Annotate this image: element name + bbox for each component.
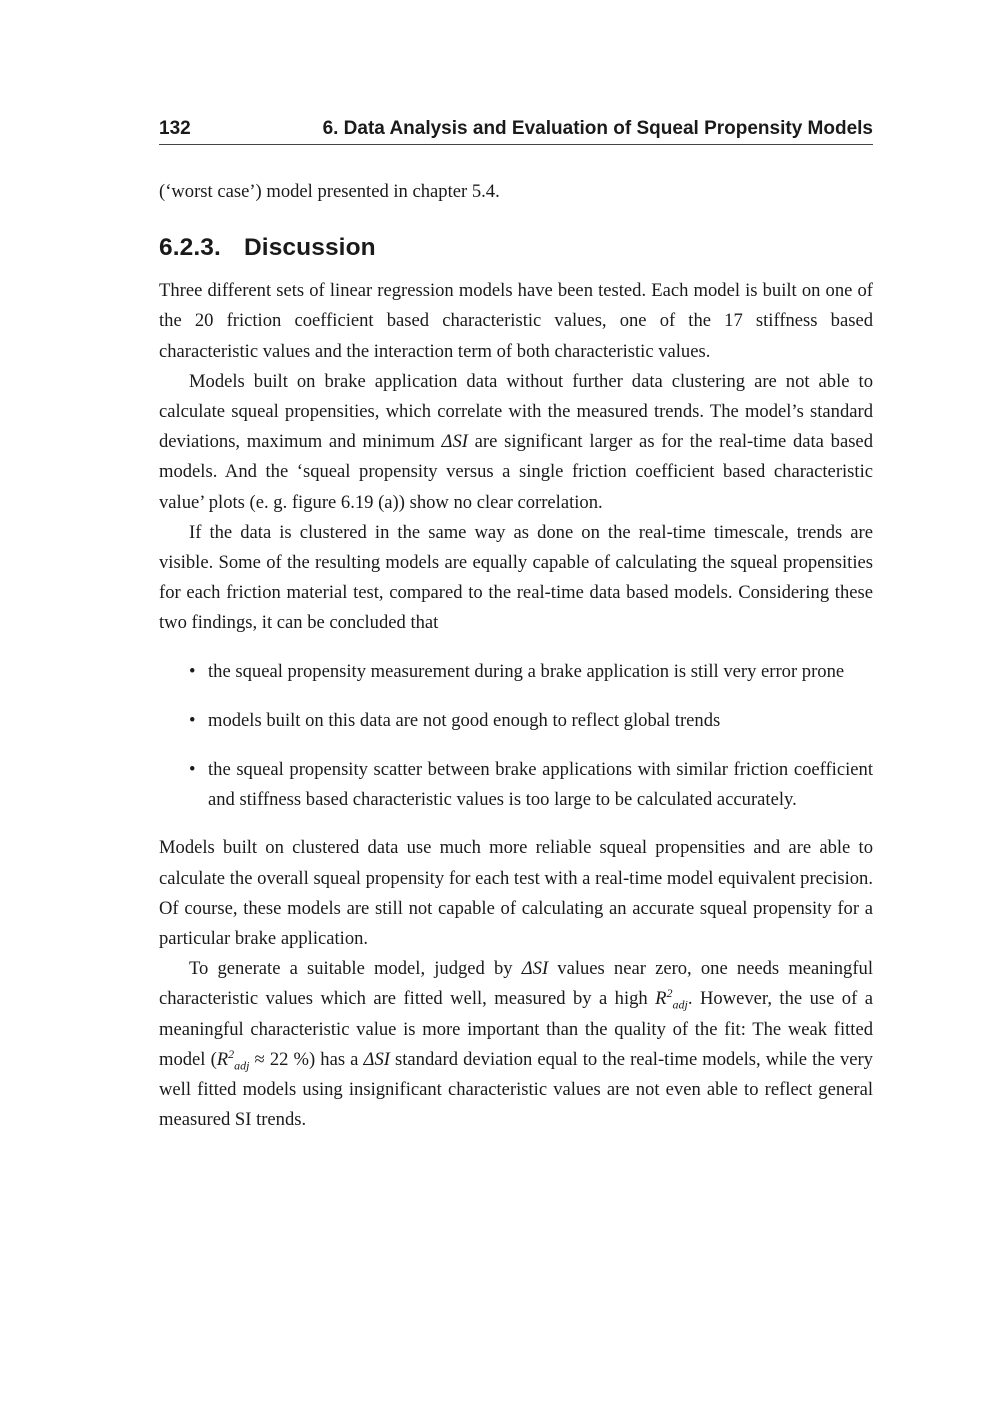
list-item — [159, 755, 873, 815]
list-item-text: the squeal propensity measurement during a brake application is still very error prone — [208, 660, 845, 682]
r-symbol: R — [216, 1048, 229, 1070]
paragraph-5-part-d: ≈ 22 %) has a — [249, 1048, 364, 1070]
paragraph-5 — [159, 954, 873, 1135]
section-title: Discussion — [244, 234, 376, 262]
delta-si-symbol: ΔSI — [521, 958, 549, 980]
section-heading — [159, 234, 873, 262]
r-adj-squared-symbol — [216, 1046, 250, 1073]
section-number: 6.2.3. — [159, 234, 221, 262]
chapter-title: 6. Data Analysis and Evaluation of Squeal Propensity Models — [322, 118, 873, 139]
list-item-text: models built on this data are not good enough to reflect global trends — [208, 709, 721, 731]
r-superscript: 2 — [228, 1046, 235, 1061]
page-number: 132 — [159, 118, 191, 139]
paragraph-2-part-b: are significant larger as for the real-time data based models. And the ‘squeal propensity versus a single friction coefficient based characteristic value’ plots (e. g. figure 6.19 (a)) show no clear correlation. — [159, 431, 873, 513]
list-item-text: the squeal propensity scatter between brake applications with similar friction coefficient and stiffness based characteristic values is too large to be calculated accurately. — [208, 759, 873, 811]
paragraph-1: Three different sets of linear regression models have been tested. Each model is built on one of the 20 friction coefficient based characteristic values, one of the 17 stiffness based characteristic values and the interaction term of both characteristic values. — [159, 280, 873, 362]
r-superscript: 2 — [666, 986, 673, 1001]
list-item — [159, 657, 873, 687]
document-page — [159, 118, 873, 1135]
paragraph-2-part-a: Models built on brake application data without further data clustering are not able to calculate squeal propensities, which correlate with the measured trends. The model’s standard deviations, maximum and minimum — [159, 370, 873, 453]
running-header — [159, 118, 873, 145]
r-subscript: adj — [234, 1058, 250, 1073]
paragraph-5-part-b: values near zero, one needs meaningful characteristic values which are fitted well, measured by a high — [159, 958, 873, 1010]
bullet-marker: • — [189, 759, 196, 781]
paragraph-5-part-e: standard deviation equal to the real-time models, while the very well fitted models using insignificant characteristic values are not even able to reflect general measured SI trends. — [159, 1048, 873, 1131]
bullet-marker: • — [189, 660, 196, 682]
continuation-line: (‘worst case’) model presented in chapter 5.4. — [159, 181, 500, 202]
r-adj-squared-symbol — [655, 986, 688, 1013]
r-symbol: R — [655, 988, 667, 1010]
paragraph-5-part-a: To generate a suitable model, judged by — [189, 958, 522, 980]
paragraph-4: Models built on clustered data use much more reliable squeal propensities and are able to calculate the overall squeal propensity for each test with a real-time model equivalent precision. Of course, these models are still not capable of calculating an accurate squeal propensity for a particular brake application. — [159, 837, 873, 950]
conclusion-list — [159, 657, 873, 816]
list-item — [159, 706, 873, 736]
paragraph-5-part-c: . However, the use of a meaningful characteristic value is more important than the quality of the fit: The weak fitted model ( — [159, 988, 873, 1070]
paragraph-2 — [159, 367, 873, 518]
paragraph-3: If the data is clustered in the same way as done on the real-time timescale, trends are visible. Some of the resulting models are equally capable of calculating the squeal propensities for each friction material test, compared to the real-time data based models. Considering these two findings, it can be concluded that — [159, 521, 873, 634]
delta-si-symbol: ΔSI — [441, 431, 468, 453]
delta-si-symbol: ΔSI — [363, 1048, 390, 1070]
bullet-marker: • — [189, 709, 196, 731]
r-subscript: adj — [672, 998, 688, 1013]
